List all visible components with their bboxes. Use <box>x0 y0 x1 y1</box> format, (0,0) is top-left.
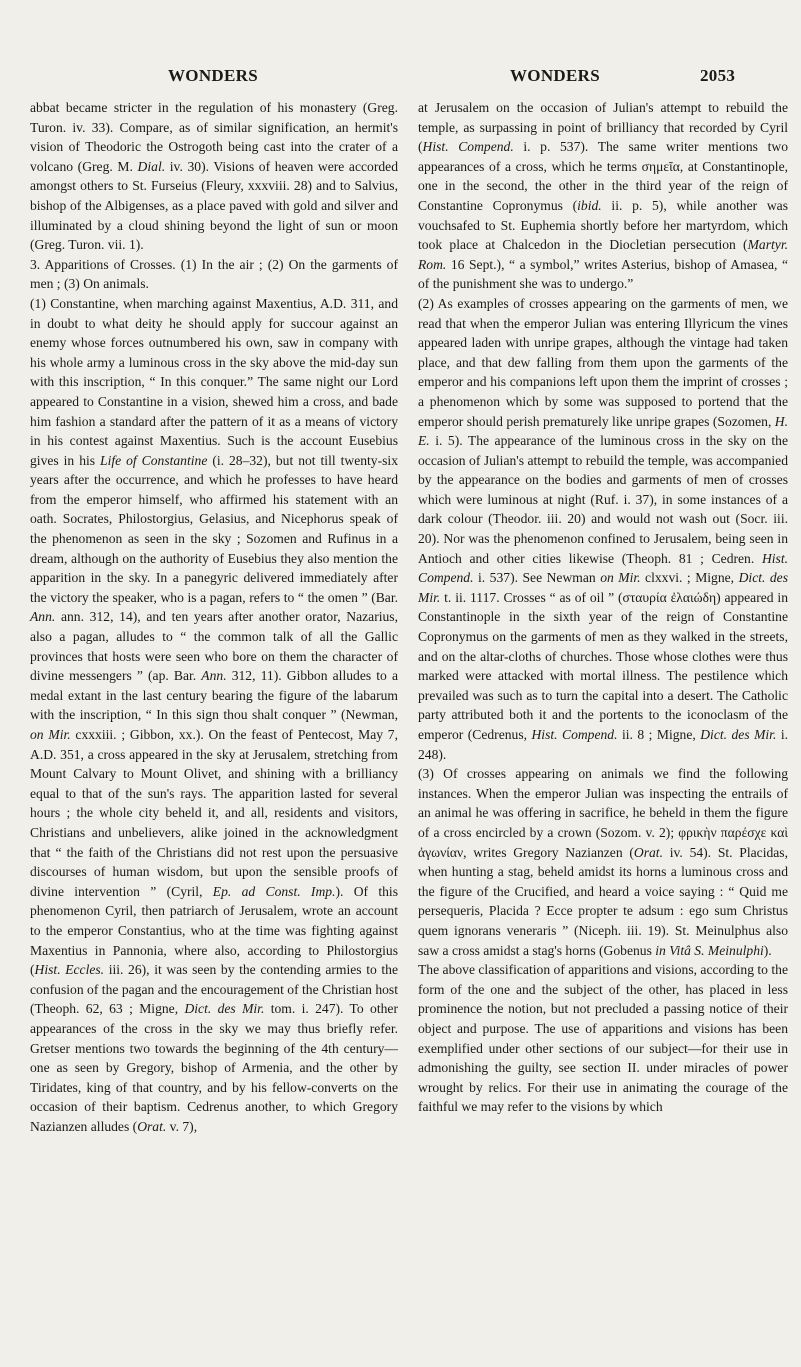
italic-text: H. E. <box>418 413 788 449</box>
italic-text: Ann. <box>201 668 227 684</box>
paragraph <box>418 294 788 764</box>
text-run: (3) Of crosses appearing on animals we find the following instances. When the emperor Julian was inspecting the entrails of an animal he was offering in sacrifice, he beheld in them the figure of a cross encircled by a crown (Sozom. v. 2); φρικὴν παρέσχε καὶ ἀγωνίαν, writes Gregory Nazianzen ( <box>418 766 788 860</box>
text-run: abbat became stricter in the regulation of his monastery (Greg. Turon. iv. 33). Compare, as of similar signification, an hermit's vision of Theodoric the Ostrogoth being cast into the crater of a volcano (Greg. M. <box>30 100 398 174</box>
paragraph <box>418 764 788 960</box>
italic-text: in Vitâ S. Meinulphi <box>655 942 764 958</box>
running-header-right: WONDERS <box>510 66 600 85</box>
text-run: clxxvi. ; Migne, <box>640 570 739 586</box>
text-run: iv. 30). Visions of heaven were accorded amongst others to St. Furseius (Fleury, xxxviii. 28) and to Salvius, bishop of the Albigenses, as a place paved with gold and silver and illuminated by a cloud shining beyond the light of sun or moon (Greg. Turon. vii. 1). <box>30 158 398 253</box>
text-run: 312, 11). Gibbon alludes to a medal extant in the last century bearing the figure of the labarum with the inscription, “ In this sign thou shalt conquer ” (Newman, <box>30 668 398 723</box>
italic-text: Hist. Compend. <box>418 550 788 586</box>
text-run: i. p. 537). The same writer mentions two appearances of a cross, which he terms σημεῖα, at Constantinople, one in the second, the other in the third year of the reign of Constantine Copronymus ( <box>418 139 788 213</box>
text-run: v. 7), <box>166 1118 198 1134</box>
text-run: at Jerusalem on the occasion of Julian's attempt to rebuild the temple, as surpassing in point of brilliancy that recorded by Cyril ( <box>418 100 788 155</box>
text-run: ii. p. 5), while another was vouchsafed to St. Euphemia shortly before her martyrdom, which took place at Chalcedon in the Diocletian persecution ( <box>418 197 788 253</box>
italic-text: Ep. ad Const. Imp. <box>212 883 336 899</box>
text-run: i. 248). <box>418 727 788 762</box>
text-run: (i. 28–32), but not till twenty-six years after the occurrence, and which he professes to have heard from the emperor himself, who affirmed his statement with an oath. Socrates, Philostorgius, Gelasius, and Nicephorus speak of the phenomenon as seen in the sky ; Sozomen and Rufinus in a dream, although on the authority of Eusebius they also mention the apparition in the sky. In a panegyric delivered immediately after the victory the speaker, who is a pagan, refers to “ the omen ” (Bar. <box>30 452 398 605</box>
italic-text: Orat. <box>137 1118 167 1134</box>
italic-text: Life of Constantine <box>100 452 208 468</box>
text-run: 16 Sept.), “ a symbol,” writes Asterius, bishop of Amasea, “ of the punishment she was to undergo.” <box>418 256 788 292</box>
text-run: i. 5). The appearance of the luminous cross in the sky on the occasion of Julian's attempt to rebuild the temple, was accompanied by the appearance on the bodies and garments of men of crosses which were luminous at night (Ruf. i. 37), in some instances of a dark colour (Theodor. iii. 20) and would not wash out (Socr. iii. 20). Nor was the phenomenon confined to Jerusalem, being seen in Antioch and other cities likewise (Theoph. 81 ; Cedren. <box>418 433 788 566</box>
italic-text: Ann. <box>30 609 56 625</box>
italic-text: on Mir. <box>600 570 641 586</box>
text-run: t. ii. 1117. Crosses “ as of oil ” (σταυρία ἐλαιώδη) appeared in Constantinople in the sixth year of the reign of Constantine Copronymus on the garments of men as they walked in the streets, and on the altar-cloths of churches. Those whose clothes were thus marked were attacked with mortal illness. The pestilence which prevailed was such as to turn the capital into a desert. The Catholic party attributed both it and the portents to the iconoclasm of the emperor (Cedrenus, <box>418 589 788 742</box>
italic-text: Dict. des Mir. <box>184 1001 265 1017</box>
paragraph <box>30 98 398 255</box>
italic-text: Dict. des Mir. <box>700 727 777 742</box>
italic-text: Dial. <box>137 158 166 174</box>
left-text-column <box>30 98 398 1136</box>
text-run: iv. 54). St. Placidas, when hunting a stag, beheld amidst its horns a luminous cross and the figure of the Crucified, and heard a voice saying : “ Quid me persequeris, Placida ? Ecce propter te adsum : ego sum Christus quem ignorans veneraris ” (Niceph. iii. 19). St. Meinulphus also saw a cross amidst a stag's horns (Gobenus <box>418 844 788 958</box>
text-run: i. 537). See Newman <box>473 570 601 586</box>
text-run: ii. 8 ; Migne, <box>617 727 701 742</box>
page-number: 2053 <box>700 66 736 85</box>
italic-text: ibid. <box>577 197 602 213</box>
italic-text: Hist. Compend. <box>531 727 618 742</box>
text-run: 3. Apparitions of Crosses. (1) In the air ; (2) On the garments of men ; (3) On animals. <box>30 256 398 292</box>
text-run: (2) As examples of crosses appearing on the garments of men, we read that when the emperor Julian was entering Illyricum the vines appeared laden with unripe grapes, although the vintage had taken place, and that dew falling from them upon the garments of the emperor and his companions left upon them the imprint of crosses ; a phenomenon which by some was supposed to portend that the emperor should perish prematurely like unripe grapes (Sozomen, <box>418 295 788 429</box>
text-run: The above classification of apparitions and visions, according to the form of the one and the subject of the other, has placed in less prominence the notion, but not precluded a passing notice of their object and purpose. The use of apparitions and visions has been exemplified under other sections of our subject—for their use in admonishing the guilty, see section II. under miracles of power wrought by relics. For their use in animating the courage of the faithful we may refer to the visions by which <box>418 962 788 1115</box>
text-run: ). <box>763 942 772 958</box>
running-header-left: WONDERS <box>168 66 258 85</box>
text-run: tom. i. 247). To other appearances of the cross in the sky we may thus briefly refer. Gretser mentions two towards the beginning of the 4th century—one as seen by Gregory, bishop of Armenia, and the other by Tiridates, king of that country, and by his fellow-converts on the occasion of their baptism. Cedrenus another, to which Gregory Nazianzen alludes ( <box>30 1001 398 1134</box>
italic-text: on Mir. <box>30 727 71 742</box>
text-run: ann. 312, 14), and ten years after another orator, Nazarius, also a pagan, alludes to “ the common talk of all the Gallic provinces that hosts were seen who bore on them the character of divine messengers ” (ap. Bar. <box>30 609 398 684</box>
italic-text: Dict. des Mir. <box>418 570 789 605</box>
text-run: cxxxiii. ; Gibbon, xx.). On the feast of Pentecost, May 7, A.D. 351, a cross appeared in the sky at Jerusalem, stretching from Mount Calvary to Mount Olivet, and shining with a brilliancy equal to that of the sun's rays. The apparition lasted for several hours ; the whole city beheld it, and all, residents and visitors, Christians and unbelievers, alike joined in the acknowledgment that “ the faith of the Christians did not rest upon the persuasive discourses of human wisdom, but upon the sensible proofs of divine intervention ” (Cyril, <box>30 727 398 899</box>
italic-text: Orat. <box>633 844 663 860</box>
paragraph <box>418 98 788 294</box>
text-run: ). Of this phenomenon Cyril, then patriarch of Jerusalem, wrote an account to the emperor Constantius, who at the time was fighting against Maxentius in Pannonia, where also, according to Philostorgius ( <box>30 883 398 978</box>
right-text-column <box>418 98 788 1117</box>
italic-text: Hist. Eccles. <box>34 962 105 978</box>
paragraph <box>30 255 398 294</box>
text-run: (1) Constantine, when marching against Maxentius, A.D. 311, and in doubt to what deity he should apply for succour against an enemy whose forces outnumbered his own, saw in company with his whole army a luminous cross in the sky above the mid-day sun with this inscription, “ In this conquer.” The same night our Lord appeared to Constantine in a vision, shewed him a cross, and bade him fashion a standard after the pattern of it as a means of victory in his contest against Maxentius. Such is the account Eusebius gives in his <box>30 295 398 468</box>
italic-text: Martyr. Rom. <box>418 237 788 272</box>
paragraph <box>418 960 788 1117</box>
italic-text: Hist. Compend. <box>422 139 514 155</box>
paragraph <box>30 294 398 1137</box>
text-run: iii. 26), it was seen by the contending armies to the confusion of the pagan and the encouragement of the Christian host (Theoph. 62, 63 ; Migne, <box>30 962 399 1017</box>
